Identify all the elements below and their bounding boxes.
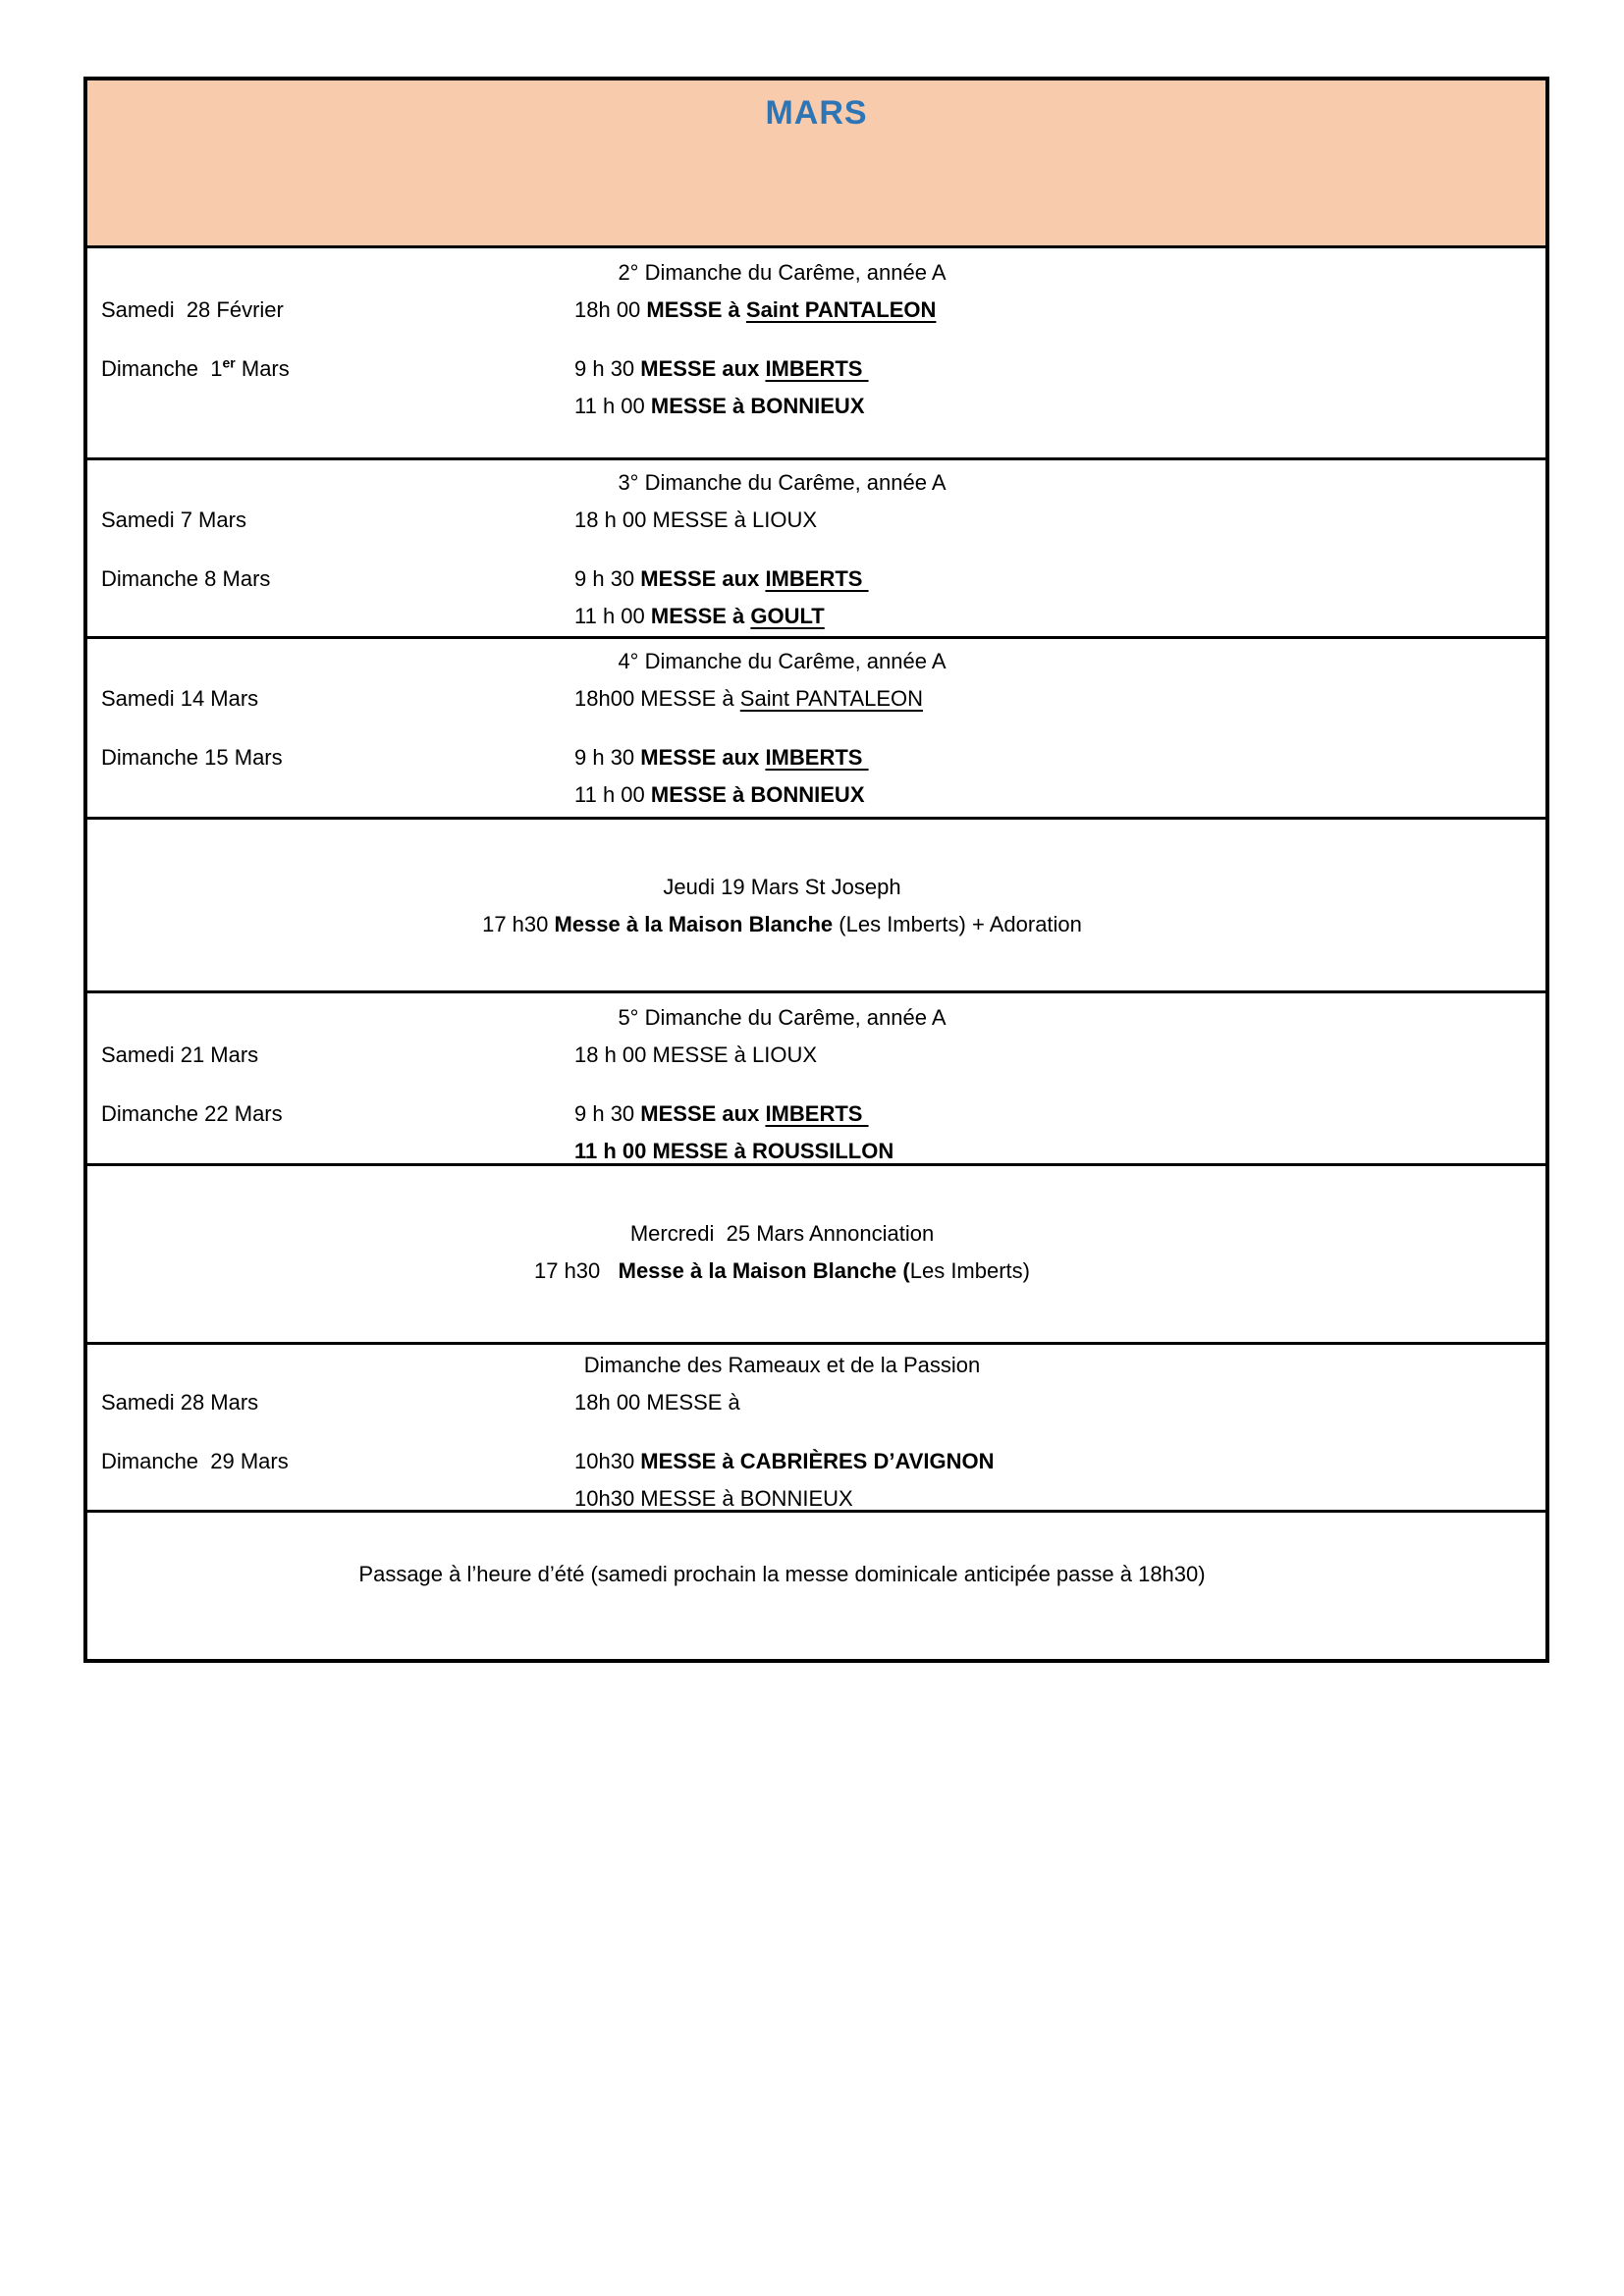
event-text (482, 912, 1082, 936)
text-segment: 18 h 00 MESSE à LIOUX (574, 1042, 818, 1067)
text-segment: Passage à l’heure d’été (samedi prochain la messe dominicale anticipée passe à 18h30) (358, 1562, 1206, 1586)
text-segment: 18h 00 (574, 297, 647, 322)
row-heading-line (87, 1215, 1545, 1253)
schedule-line (87, 906, 1545, 943)
event-text (574, 745, 869, 770)
text-segment: MESSE à BONNIEUX (650, 782, 865, 807)
text-segment: 11 h 00 (574, 394, 651, 418)
event-text (618, 260, 946, 285)
text-segment: Jeudi 19 Mars St Joseph (663, 875, 901, 899)
text-segment: GOULT (750, 604, 825, 628)
text-segment: 10h30 (574, 1449, 641, 1473)
schedule-line (87, 1384, 1545, 1421)
text-segment: IMBERTS (765, 745, 869, 770)
text-segment: Dimanche 1 (101, 356, 223, 381)
text-segment: 11 h 00 (574, 782, 651, 807)
text-segment: MESSE aux (640, 566, 766, 591)
event-text (574, 507, 817, 532)
date-label (101, 502, 246, 539)
text-segment: Samedi 7 Mars (101, 507, 246, 532)
event-text (574, 566, 869, 591)
text-segment: Dimanche 29 Mars (101, 1449, 289, 1473)
text-segment: (Les Imberts) + Adoration (833, 912, 1082, 936)
month-title: MARS (765, 94, 868, 132)
mass-schedule-table (83, 77, 1549, 1663)
text-segment: Samedi 21 Mars (101, 1042, 259, 1067)
text-segment: 3° Dimanche du Carême, année A (618, 470, 947, 495)
event-text (574, 604, 825, 628)
text-segment: Dimanche 22 Mars (101, 1101, 283, 1126)
event-text (534, 1258, 1030, 1283)
text-segment: 11 h 00 (574, 604, 651, 628)
date-label (101, 292, 284, 329)
text-segment: Samedi 14 Mars (101, 686, 259, 711)
text-segment: Les Imberts) (909, 1258, 1030, 1283)
date-label (101, 350, 290, 388)
text-segment: 18h 00 MESSE à (574, 1390, 740, 1415)
schedule-line (87, 739, 1545, 776)
text-segment: Dimanche des Rameaux et de la Passion (583, 1353, 981, 1377)
row-heure-ete (87, 1510, 1545, 1659)
text-segment: MESSE à (646, 297, 746, 322)
event-text (663, 875, 900, 899)
row-heading-line (87, 1556, 1545, 1593)
text-segment: Dimanche 15 Mars (101, 745, 283, 770)
text-segment: Messe à la Maison Blanche (554, 912, 834, 936)
date-label (101, 739, 283, 776)
row-heading-line (87, 254, 1545, 292)
text-segment: Mercredi 25 Mars Annonciation (629, 1221, 935, 1246)
event-text (574, 394, 865, 418)
text-segment: MESSE à (650, 604, 751, 628)
date-label (101, 1037, 258, 1074)
schedule-line (87, 680, 1545, 718)
text-segment: MESSE aux (640, 1101, 766, 1126)
text-segment: 17 h30 (482, 912, 555, 936)
row-heading-line (87, 464, 1545, 502)
text-segment: MESSE aux (640, 356, 766, 381)
row-5e-dimanche-careme (87, 990, 1545, 1163)
text-segment: 2° Dimanche du Carême, année A (618, 260, 947, 285)
schedule-line (87, 1037, 1545, 1074)
text-segment: 9 h 30 (574, 1101, 641, 1126)
text-segment: Messe à la Maison Blanche ( (618, 1258, 910, 1283)
month-header (87, 80, 1545, 245)
row-annonciation (87, 1163, 1545, 1342)
event-text (574, 1390, 740, 1415)
event-text (584, 1353, 981, 1377)
schedule-line (87, 1253, 1545, 1290)
event-text (358, 1562, 1205, 1586)
event-text (574, 782, 865, 807)
event-text (574, 1449, 995, 1473)
text-segment: Mars (235, 356, 290, 381)
event-text (574, 356, 869, 381)
text-segment: IMBERTS (765, 566, 869, 591)
table-body (87, 245, 1545, 1659)
schedule-line (87, 502, 1545, 539)
date-label (101, 1384, 258, 1421)
schedule-line (87, 350, 1545, 388)
text-segment: 18h00 MESSE à (574, 686, 740, 711)
event-text (630, 1221, 934, 1246)
schedule-line (87, 776, 1545, 814)
row-2e-dimanche-careme (87, 245, 1545, 457)
text-segment: IMBERTS (765, 356, 869, 381)
text-segment: Samedi 28 Février (101, 297, 284, 322)
event-text (574, 1139, 893, 1163)
event-text (574, 686, 923, 711)
event-text (574, 297, 936, 322)
schedule-line (87, 1095, 1545, 1133)
text-segment: 5° Dimanche du Carême, année A (618, 1005, 947, 1030)
row-heading-line (87, 999, 1545, 1037)
event-text (574, 1042, 817, 1067)
text-segment: Samedi 28 Mars (101, 1390, 259, 1415)
row-rameaux (87, 1342, 1545, 1510)
event-text (618, 649, 946, 673)
event-text (618, 470, 946, 495)
schedule-line (87, 561, 1545, 598)
event-text (574, 1486, 853, 1510)
text-segment: Saint PANTALEON (745, 297, 937, 322)
date-label (101, 1095, 283, 1133)
row-3e-dimanche-careme (87, 457, 1545, 636)
event-text (618, 1005, 946, 1030)
text-segment: 9 h 30 (574, 745, 641, 770)
text-segment: Saint PANTALEON (739, 686, 924, 711)
text-segment: 17 h30 (533, 1258, 619, 1283)
schedule-line (87, 1480, 1545, 1510)
date-label (101, 1443, 289, 1480)
row-st-joseph (87, 817, 1545, 990)
schedule-line (87, 598, 1545, 635)
date-label (101, 561, 270, 598)
text-segment: MESSE aux (640, 745, 766, 770)
schedule-line (87, 1133, 1545, 1163)
schedule-line (87, 1443, 1545, 1480)
text-segment: 9 h 30 (574, 356, 641, 381)
text-segment: 4° Dimanche du Carême, année A (618, 649, 947, 673)
row-heading-line (87, 643, 1545, 680)
text-segment: MESSE à CABRIÈRES D’AVIGNON (640, 1449, 995, 1473)
text-segment: er (222, 354, 236, 371)
date-label (101, 680, 258, 718)
text-segment: IMBERTS (765, 1101, 869, 1126)
text-segment: 10h30 MESSE à BONNIEUX (574, 1486, 853, 1510)
text-segment: Dimanche 8 Mars (101, 566, 271, 591)
text-segment: MESSE à BONNIEUX (650, 394, 865, 418)
event-text (574, 1101, 869, 1126)
text-segment: 9 h 30 (574, 566, 641, 591)
schedule-line (87, 388, 1545, 425)
text-segment: 11 h 00 MESSE à ROUSSILLON (574, 1139, 894, 1163)
row-heading-line (87, 1347, 1545, 1384)
row-heading-line (87, 869, 1545, 906)
row-4e-dimanche-careme (87, 636, 1545, 817)
schedule-line (87, 292, 1545, 329)
text-segment: 18 h 00 MESSE à LIOUX (574, 507, 818, 532)
